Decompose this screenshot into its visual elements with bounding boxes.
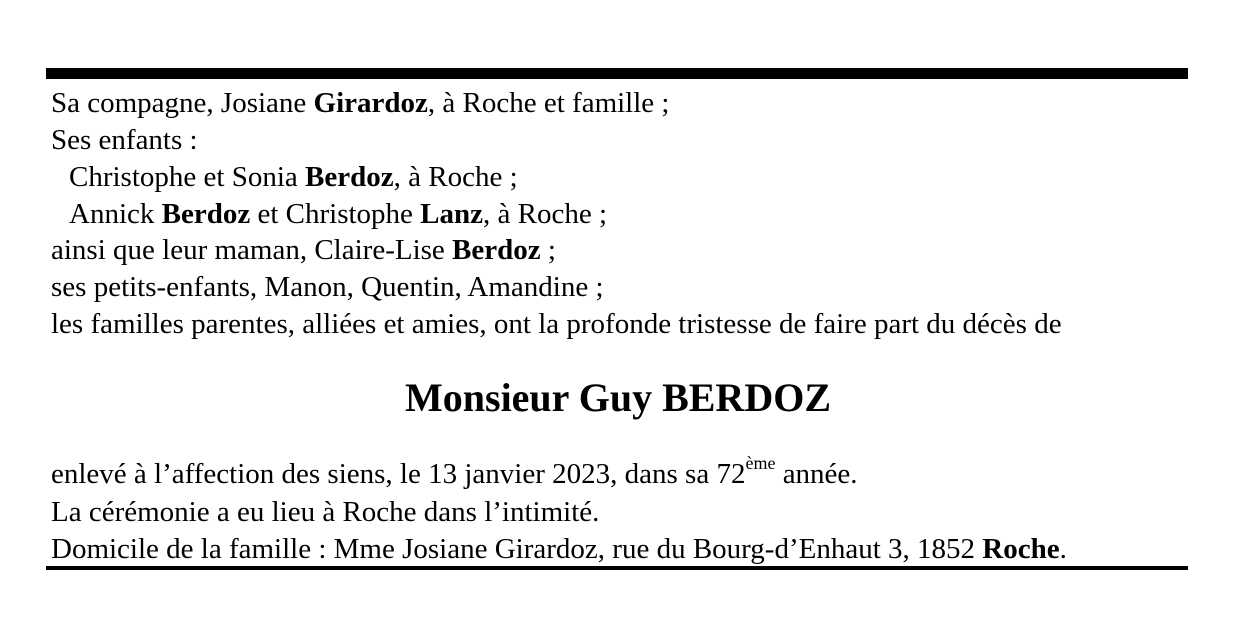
bottom-rule (46, 566, 1188, 570)
intro-line-child-1: Christophe et Sonia Berdoz, à Roche ; (69, 161, 518, 193)
intro-line-mother: ainsi que leur maman, Claire-Lise Berdoz ; (51, 234, 556, 266)
deceased-name-heading: Monsieur Guy BERDOZ (405, 375, 831, 420)
intro-line-child-2: Annick Berdoz et Christophe Lanz, à Roche ; (69, 198, 608, 230)
top-rule (46, 68, 1188, 79)
intro-line-families: les familles parentes, alliées et amies, ont la profonde tristesse de faire part du décès de (51, 308, 1062, 340)
intro-line-children-heading: Ses enfants : (51, 124, 198, 156)
details-line-death: enlevé à l’affection des siens, le 13 janvier 2023, dans sa 72ème année. (51, 453, 858, 490)
intro-line-companion: Sa compagne, Josiane Girardoz, à Roche et famille ; (51, 87, 670, 119)
details-line-ceremony: La cérémonie a eu lieu à Roche dans l’intimité. (51, 496, 600, 528)
details-line-family-address: Domicile de la famille : Mme Josiane Girardoz, rue du Bourg-d’Enhaut 3, 1852 Roche. (51, 533, 1067, 565)
intro-line-grandchildren: ses petits-enfants, Manon, Quentin, Amandine ; (51, 271, 604, 303)
